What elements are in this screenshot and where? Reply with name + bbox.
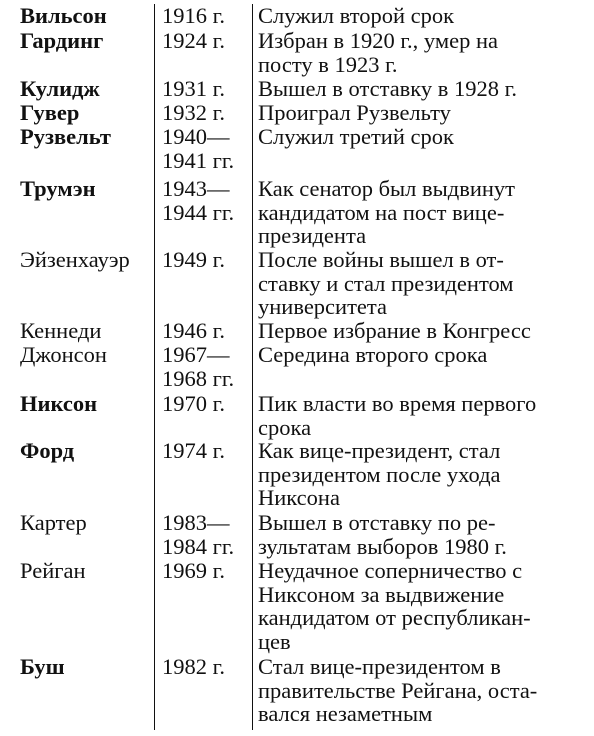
note-cell: [258, 125, 454, 149]
note-line: срока: [258, 414, 312, 440]
note-line: зультатам выборов 1980 г.: [258, 533, 507, 559]
note-line: цев: [258, 628, 291, 654]
note-line: Неудачное соперничество с: [258, 558, 523, 583]
note-line: правительстве Рейгана, оста-: [258, 677, 538, 703]
note-line: Избран в 1920 г., умер на: [258, 28, 499, 53]
column-divider-left: [154, 4, 155, 730]
year-line: 1974 г.: [162, 438, 225, 463]
note-line: посту в 1923 г.: [258, 51, 398, 77]
president-name: Джонсон: [20, 342, 107, 367]
year-line: 1967—: [162, 342, 230, 367]
president-name: Эйзенхауэр: [20, 247, 130, 272]
note-line: президента: [258, 223, 367, 249]
year-line: 1984 гг.: [162, 533, 235, 559]
president-name: Вильсон: [20, 3, 107, 28]
president-name: Картер: [20, 510, 87, 535]
year-line: 1949 г.: [162, 247, 225, 272]
note-cell: [258, 559, 531, 653]
note-line: Середина второго срока: [258, 342, 488, 367]
note-cell: [258, 248, 514, 319]
column-divider-right: [252, 4, 253, 730]
year-line: 1946 г.: [162, 318, 225, 343]
note-line: Проиграл Рузвельту: [258, 100, 451, 125]
year-cell: [162, 177, 234, 224]
year-cell: [162, 655, 225, 679]
note-cell: [258, 29, 498, 76]
note-line: Стал вице-президентом в: [258, 654, 501, 679]
note-cell: [258, 4, 454, 28]
note-cell: [258, 655, 537, 726]
note-line: Как сенатор был выдвинут: [258, 176, 516, 201]
year-line: 1970 г.: [162, 391, 225, 416]
note-cell: [258, 101, 451, 125]
note-line: Служил третий срок: [258, 124, 454, 149]
year-cell: [162, 392, 225, 416]
note-line: Вышел в отставку по ре-: [258, 510, 496, 535]
note-line: вался незаметным: [258, 701, 433, 727]
president-name: Рейган: [20, 558, 86, 583]
year-line: 1941 гг.: [162, 147, 235, 173]
note-line: Как вице-президент, стал: [258, 438, 501, 463]
year-cell: [162, 248, 225, 272]
president-name: Рузвельт: [20, 124, 111, 149]
note-line: Вышел в отставку в 1928 г.: [258, 76, 517, 101]
year-cell: [162, 101, 225, 125]
year-cell: [162, 4, 225, 28]
year-cell: [162, 439, 225, 463]
year-line: 1924 г.: [162, 28, 225, 53]
president-name: Форд: [20, 438, 75, 463]
year-line: 1983—: [162, 510, 230, 535]
note-cell: [258, 177, 515, 248]
year-line: 1932 г.: [162, 100, 225, 125]
president-name: Трумэн: [20, 176, 96, 201]
president-name: Гардинг: [20, 28, 104, 53]
year-cell: [162, 511, 234, 558]
note-line: ставку и стал президентом: [258, 270, 514, 296]
year-cell: [162, 343, 234, 390]
year-line: 1982 г.: [162, 654, 225, 679]
president-name: Буш: [20, 654, 65, 679]
note-cell: [258, 439, 501, 510]
note-line: кандидатом от республикан-: [258, 605, 531, 631]
note-cell: [258, 392, 536, 439]
year-cell: [162, 319, 225, 343]
note-line: Пик власти во время первого: [258, 391, 537, 416]
note-line: кандидатом на пост вице-: [258, 199, 505, 225]
year-line: 1916 г.: [162, 3, 225, 28]
year-line: 1931 г.: [162, 76, 225, 101]
note-cell: [258, 319, 531, 343]
year-line: 1943—: [162, 176, 230, 201]
president-name: Кулидж: [20, 76, 100, 101]
year-line: 1940—: [162, 124, 230, 149]
year-cell: [162, 29, 225, 53]
note-cell: [258, 511, 507, 558]
president-name: Кеннеди: [20, 318, 102, 343]
president-name: Никсон: [20, 391, 98, 416]
year-cell: [162, 125, 234, 172]
note-line: После войны вышел в от-: [258, 247, 504, 272]
year-cell: [162, 77, 225, 101]
note-cell: [258, 77, 517, 101]
note-line: Никсона: [258, 485, 340, 511]
year-line: 1969 г.: [162, 558, 225, 583]
note-line: Первое избрание в Конгресс: [258, 318, 531, 343]
note-line: Служил второй срок: [258, 3, 455, 28]
note-line: президентом после ухода: [258, 461, 501, 487]
year-line: 1944 гг.: [162, 199, 235, 225]
president-name: Гувер: [20, 100, 80, 125]
year-line: 1968 гг.: [162, 365, 235, 391]
year-cell: [162, 559, 225, 583]
note-line: Никсоном за выдвижение: [258, 581, 505, 607]
note-line: университета: [258, 294, 388, 320]
note-cell: [258, 343, 487, 367]
